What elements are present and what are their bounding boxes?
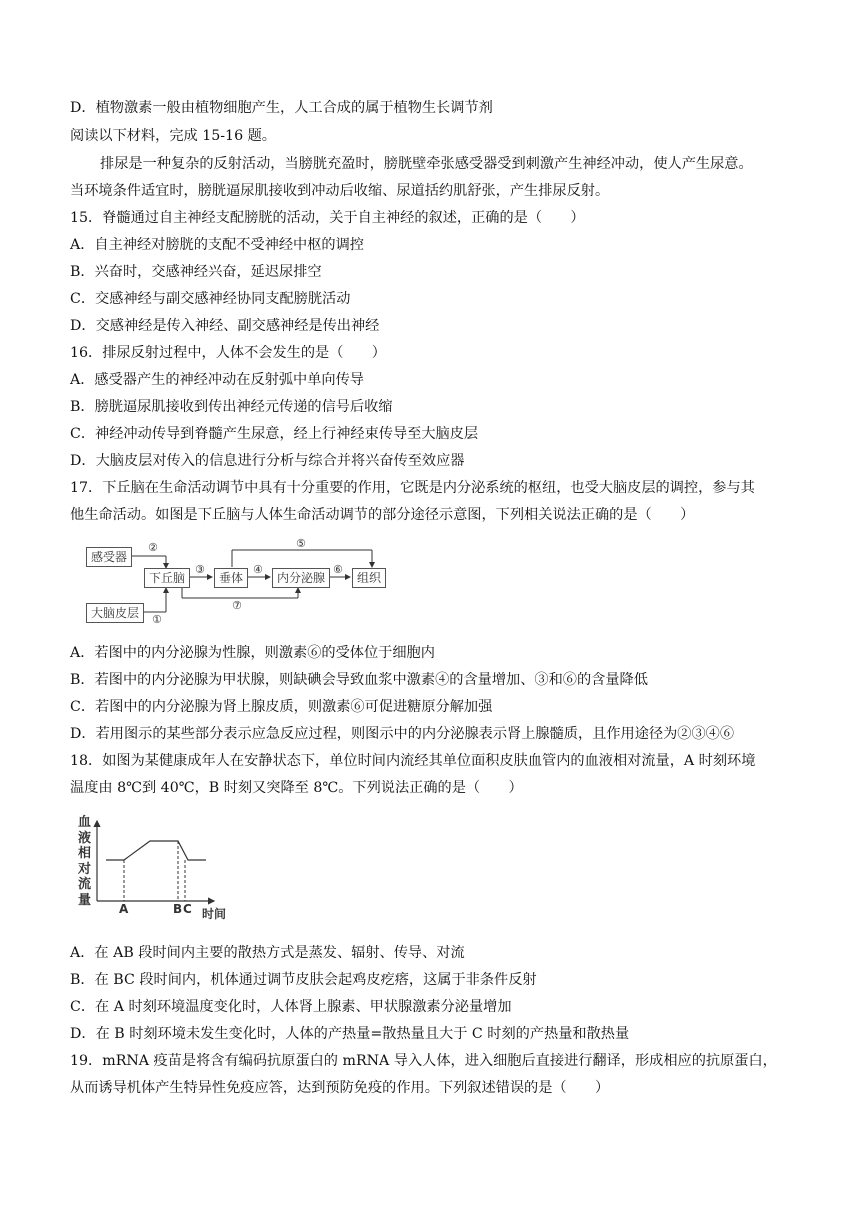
pathway-label: ⑦ — [232, 599, 242, 612]
question-18-cont: 温度由 8℃到 40℃，B 时刻又突降至 8℃。下列说法正确的是（ ） — [70, 780, 523, 796]
tick-C: C — [183, 902, 192, 916]
pathway-label: ⑤ — [296, 537, 306, 550]
option-text: D．在 B 时刻环境未发生变化时，人体的产热量=散热量且大于 C 时刻的产热量和散热量 — [70, 1026, 630, 1042]
pathway-label: ③ — [195, 563, 205, 576]
tick-B: B — [173, 902, 183, 916]
option-text: B．在 BC 段时间内，机体通过调节皮肤会起鸡皮疙瘩，这属于非条件反射 — [70, 972, 537, 988]
node-receptor: 感受器 — [86, 547, 132, 567]
question-18: 18．如图为某健康成年人在安静状态下，单位时间内流经其单位面积皮肤血管内的血液相对流量，A 时刻环境 — [70, 753, 756, 769]
pathway-label: ② — [148, 541, 158, 554]
y-axis-label: 血液相对流量 — [78, 815, 92, 908]
question-15: 15．脊髓通过自主神经支配膀胱的活动，关于自主神经的叙述，正确的是（ ） — [70, 210, 585, 226]
tick-A: A — [119, 902, 129, 916]
pathway-label: ① — [152, 613, 162, 626]
option-text: B．兴奋时，交感神经兴奋，延迟尿排空 — [70, 264, 322, 280]
option-text: A．若图中的内分泌腺为性腺，则激素⑥的受体位于细胞内 — [70, 645, 435, 661]
option-text: C．交感神经与副交感神经协同支配膀胱活动 — [70, 291, 351, 307]
question-17-cont: 他生命活动。如图是下丘脑与人体生命活动调节的部分途径示意图，下列相关说法正确的是（ ） — [70, 507, 695, 523]
option-text: C．若图中的内分泌腺为肾上腺皮质，则激素⑥可促进糖原分解加强 — [70, 699, 493, 715]
option-text: A．感受器产生的神经冲动在反射弧中单向传导 — [70, 372, 364, 388]
option-text: C．神经冲动传导到脊髓产生尿意，经上行神经束传导至大脑皮层 — [70, 426, 479, 442]
option-text: B．膀胱逼尿肌接收到传出神经元传递的信号后收缩 — [70, 399, 393, 415]
question-16: 16．排尿反射过程中，人体不会发生的是（ ） — [70, 345, 386, 361]
option-text: D．植物激素一般由植物细胞产生，人工合成的属于植物生长调节剂 — [70, 100, 493, 116]
blood-flow-series — [106, 841, 206, 860]
regulation-pathway-diagram — [86, 537, 406, 626]
question-17: 17．下丘脑在生命活动调节中具有十分重要的作用，它既是内分泌系统的枢纽，也受大脑皮层的调控，参与其 — [70, 480, 755, 496]
option-text: C．在 A 时刻环境温度变化时，人体肾上腺素、甲状腺激素分泌量增加 — [70, 999, 512, 1015]
node-tissue: 组织 — [352, 568, 386, 588]
option-text: D．交感神经是传入神经、副交感神经是传出神经 — [70, 318, 380, 334]
option-text: A．在 AB 段时间内主要的散热方式是蒸发、辐射、传导、对流 — [70, 945, 465, 961]
node-cerebral-cortex: 大脑皮层 — [86, 603, 144, 623]
passage-text: 当环境条件适宜时，膀胱逼尿肌接收到冲动后收缩、尿道括约肌舒张，产生排尿反射。 — [70, 183, 610, 199]
blood-flow-graph — [78, 815, 248, 920]
x-axis-label: 时间 — [202, 907, 227, 921]
option-text: B．若图中的内分泌腺为甲状腺，则缺碘会导致血浆中激素④的含量增加、③和⑥的含量降低 — [70, 672, 648, 688]
question-19: 19．mRNA 疫苗是将含有编码抗原蛋白的 mRNA 导入人体，进入细胞后直接进行翻译，形成相应的抗原蛋白， — [70, 1053, 777, 1069]
node-endocrine-gland: 内分泌腺 — [272, 568, 330, 588]
pathway-label: ④ — [253, 563, 263, 576]
node-pituitary: 垂体 — [214, 568, 248, 588]
node-hypothalamus: 下丘脑 — [144, 568, 190, 588]
option-text: D．大脑皮层对传入的信息进行分析与综合并将兴奋传至效应器 — [70, 453, 465, 469]
reading-instruction: 阅读以下材料，完成 15-16 题。 — [70, 128, 276, 144]
question-19-cont: 从而诱导机体产生特异性免疫应答，达到预防免疫的作用。下列叙述错误的是（ ） — [70, 1080, 610, 1096]
pathway-label: ⑥ — [333, 563, 343, 576]
option-text: D．若用图示的某些部分表示应急反应过程，则图示中的内分泌腺表示肾上腺髓质，且作用途径为②③④⑥ — [70, 726, 735, 742]
passage-text: 排尿是一种复杂的反射活动，当膀胱充盈时，膀胱壁牵张感受器受到刺激产生神经冲动，使人产生尿意。 — [100, 156, 753, 172]
option-text: A．自主神经对膀胱的支配不受神经中枢的调控 — [70, 237, 364, 253]
